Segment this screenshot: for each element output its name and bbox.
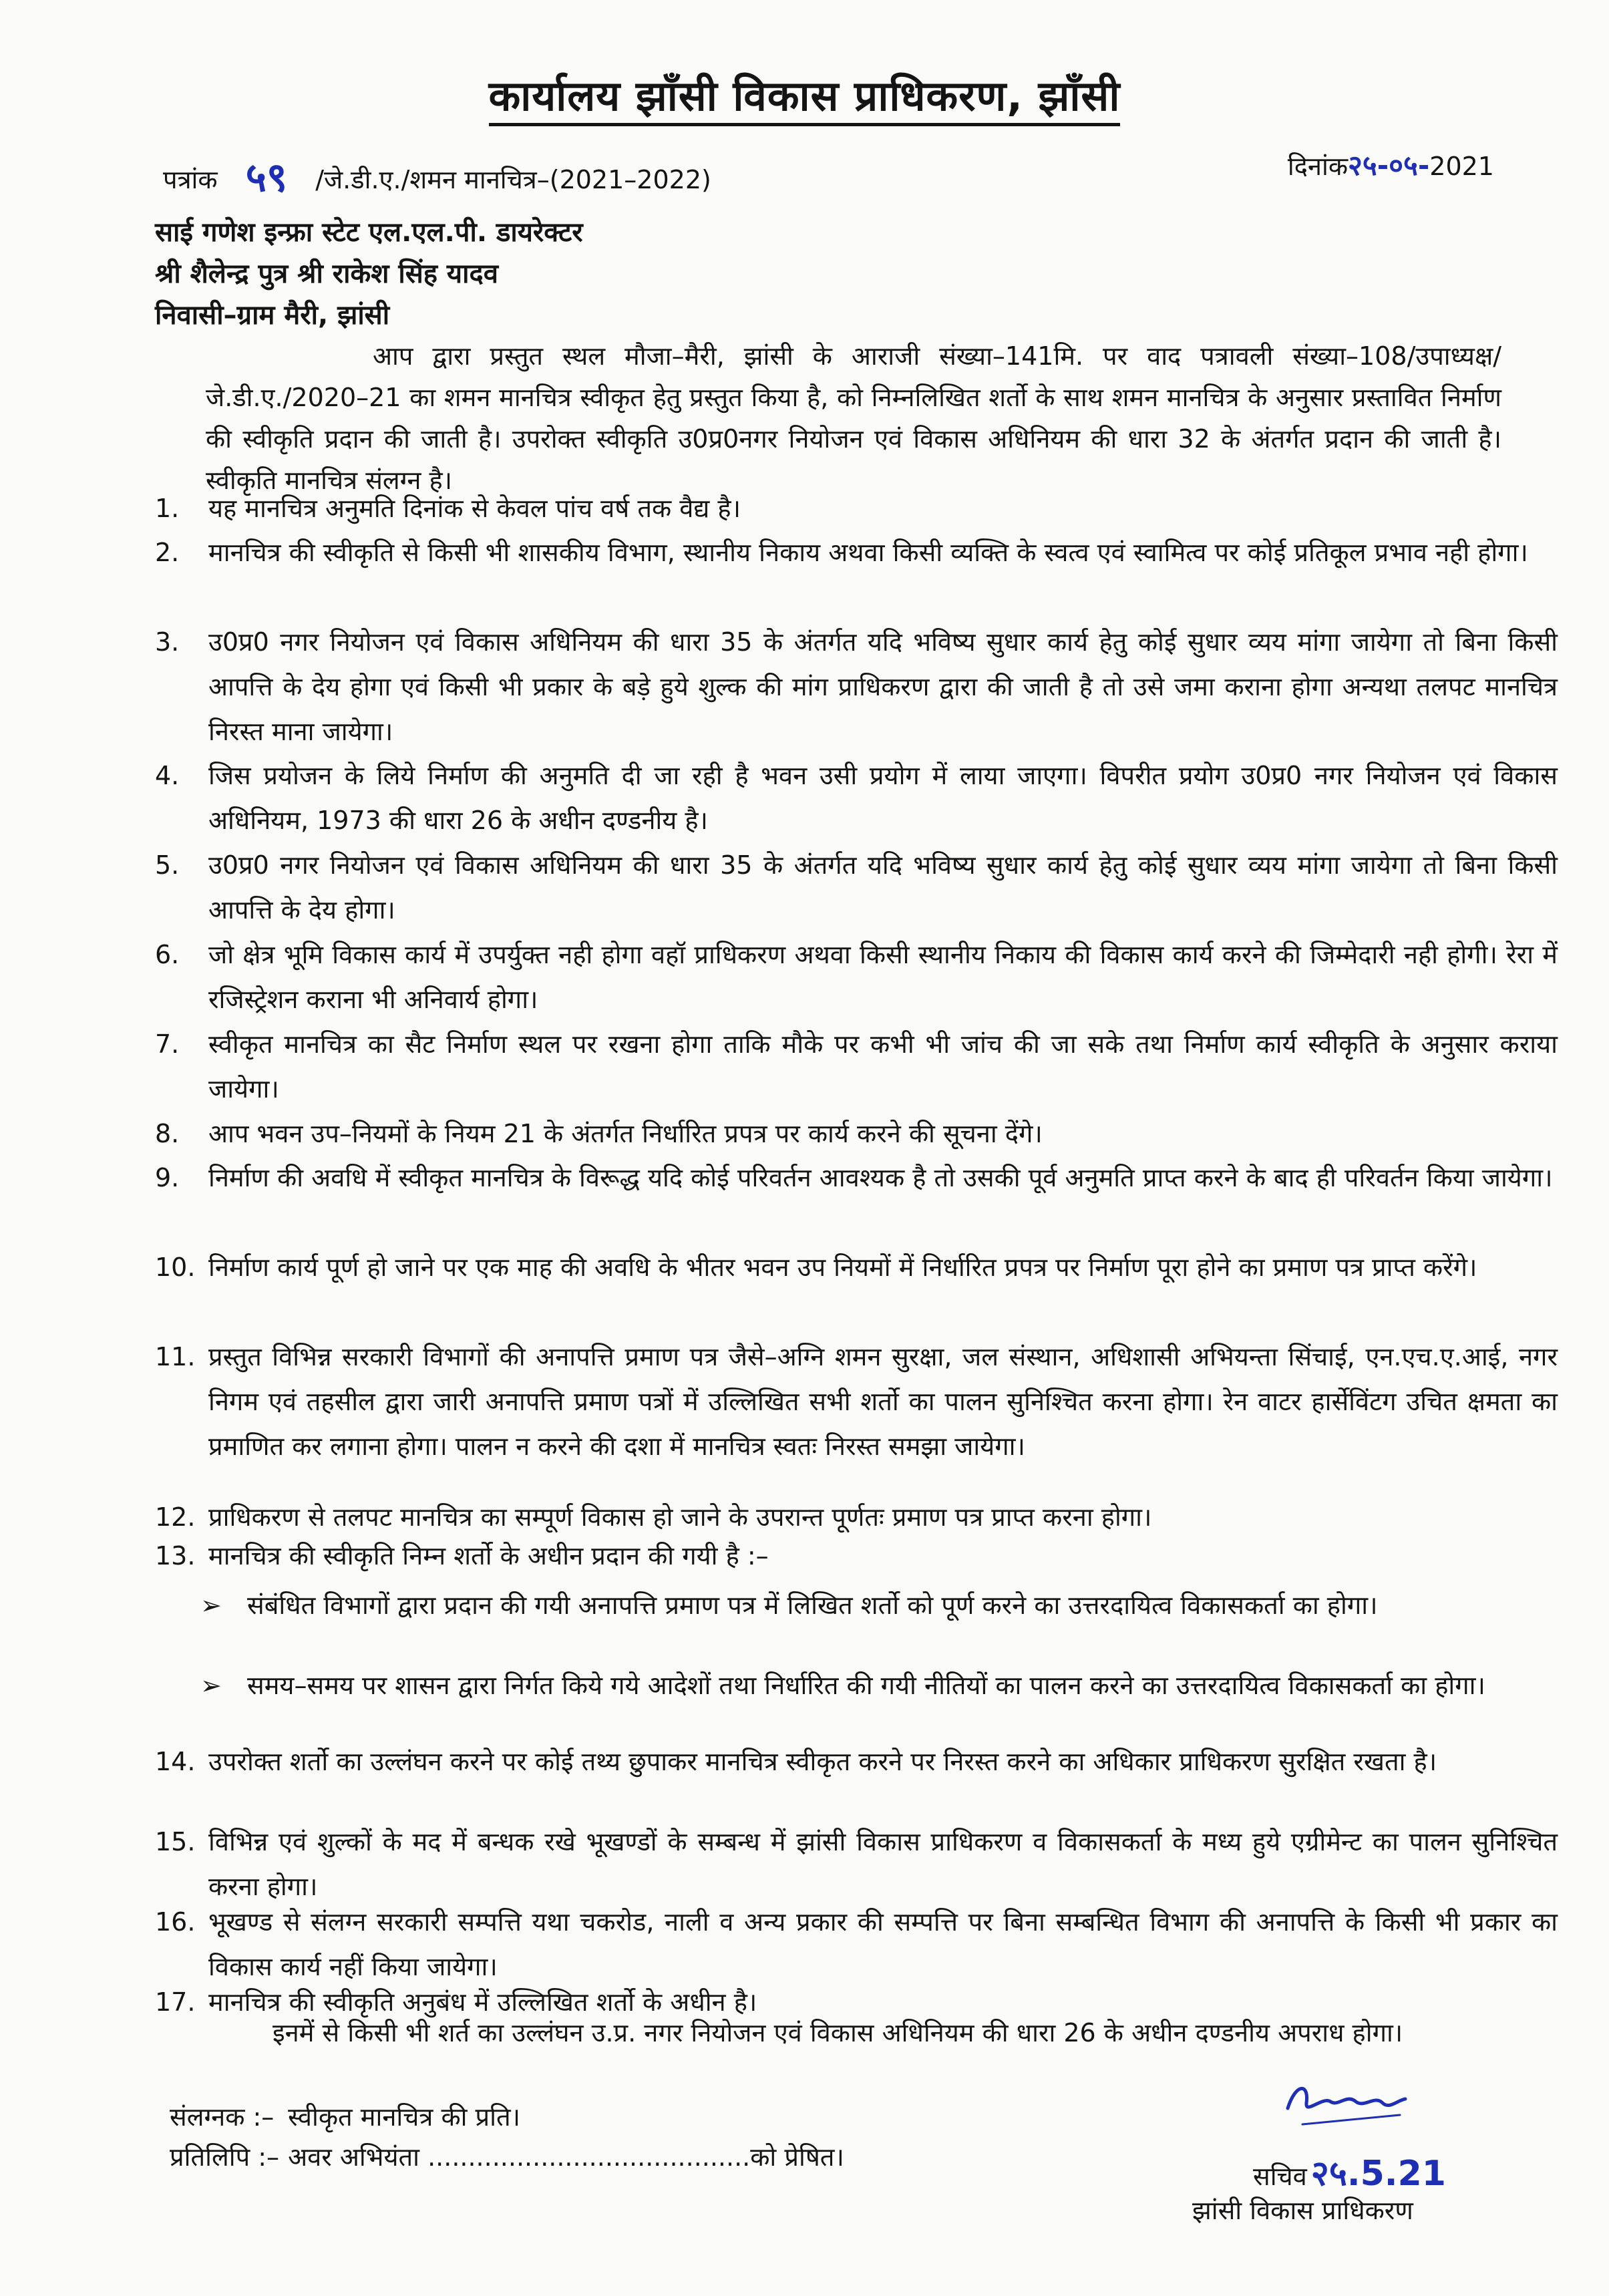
subcondition-text: संबंधित विभागों द्वारा प्रदान की गयी अनापत्ति प्रमाण पत्र में लिखित शर्तो को पूर्ण करने का उत्तरदायित्व विकासकर्ता का होगा।	[247, 1591, 1378, 1620]
copy-line	[170, 2139, 844, 2174]
condition-text: मानचित्र की स्वीकृति निम्न शर्तो के अधीन प्रदान की गयी है :–	[208, 1541, 769, 1571]
condition-number: 17.	[155, 1987, 196, 2017]
ref-number-handwritten: ५९	[245, 154, 288, 201]
condition-text: मानचित्र की स्वीकृति अनुबंध में उल्लिखित शर्तो के अधीन है।	[208, 1987, 757, 2017]
date-year: 2021	[1429, 152, 1494, 181]
closing-paragraph: इनमें से किसी भी शर्त का उल्लंघन उ.प्र. नगर नियोजन एवं विकास अधिनियम की धारा 26 के अधीन दण्डनीय अपराध होगा।	[273, 2018, 1403, 2047]
enclosure-line	[170, 2099, 520, 2134]
signatory-designation	[1253, 2148, 1446, 2196]
condition-text: जिस प्रयोजन के लिये निर्माण की अनुमति दी जा रही है भवन उसी प्रयोग में लाया जाएगा। विपरीत प्रयोग उ0प्र0 नगर नियोजन एवं विकास अधिनियम, 1973 की धारा 26 के अधीन दण्डनीय है।	[208, 761, 1558, 835]
office-title-text: कार्यालय झाँसी विकास प्राधिकरण, झाँसी	[489, 71, 1121, 126]
signatory-office: झांसी विकास प्राधिकरण	[1192, 2196, 1413, 2225]
condition-number: 6.	[155, 940, 180, 969]
condition-text: जो क्षेत्र भूमि विकास कार्य में उपर्युक्त नही होगा वहॉ प्राधिकरण अथवा किसी स्थानीय निकाय की विकास कार्य करने की जिम्मेदारी नही होगी। रेरा में रजिस्ट्रेशन कराना भी अनिवार्य होगा।	[208, 940, 1558, 1014]
signature-scrawl-icon	[1282, 2076, 1409, 2130]
condition-text: निर्माण की अवधि में स्वीकृत मानचित्र के विरूद्ध यदि कोई परिवर्तन आवश्यक है तो उसकी पूर्व अनुमति प्राप्त करने के बाद ही परिवर्तन किया जायेगा।	[208, 1163, 1553, 1192]
condition-number: 15.	[155, 1827, 196, 1856]
condition-text: उपरोक्त शर्तो का उल्लंघन करने पर कोई तथ्य छुपाकर मानचित्र स्वीकृत करने पर निरस्त करने का अधिकार प्राधिकरण सुरक्षित रखता है।	[208, 1747, 1437, 1776]
office-title	[0, 67, 1609, 123]
condition-number: 7.	[155, 1029, 180, 1059]
condition-number: 2.	[155, 538, 180, 567]
signature-date-handwritten: २५.5.21	[1310, 2154, 1446, 2194]
condition-number: 11.	[155, 1342, 196, 1371]
condition-text: प्रस्तुत विभिन्न सरकारी विभागों की अनापत्ति प्रमाण पत्र जैसे–अग्नि शमन सुरक्षा, जल संस्थान, अधिशासी अभियन्ता सिंचाई, एन.एच.ए.आई, नगर निगम एवं तहसील द्वारा जारी अनापत्ति प्रमाण पत्रों में उल्लिखित सभी शर्तो का पालन सुनिश्चित करना होगा। रेन वाटर हार्सेविंटग उचित क्षमता का प्रमाणित कर लगाना होगा। पालन न करने की दशा में मानचित्र स्वतः निरस्त समझा जायेगा।	[208, 1342, 1558, 1461]
condition-text: भूखण्ड से संलग्न सरकारी सम्पत्ति यथा चकरोड, नाली व अन्य प्रकार की सम्पत्ति पर बिना सम्बन्धित विभाग की अनापत्ति के किसी भी प्रकार का विकास कार्य नहीं किया जायेगा।	[208, 1907, 1558, 1981]
condition-number: 16.	[155, 1907, 196, 1937]
condition-text: आप भवन उप–नियमों के नियम 21 के अंतर्गत निर्धारित प्रपत्र पर कार्य करने की सूचना देंगे।	[208, 1119, 1043, 1148]
condition-text: प्राधिकरण से तलपट मानचित्र का सम्पूर्ण विकास हो जाने के उपरान्त पूर्णतः प्रमाण पत्र प्राप्त करना होगा।	[208, 1502, 1152, 1532]
arrow-bullet-icon: ➢	[200, 1671, 222, 1700]
condition-number: 9.	[155, 1163, 180, 1192]
reference-line	[163, 146, 711, 200]
date-line	[1288, 146, 1494, 184]
date-label: दिनांक	[1287, 152, 1349, 181]
condition-number: 12.	[155, 1502, 196, 1532]
condition-text: निर्माण कार्य पूर्ण हो जाने पर एक माह की अवधि के भीतर भवन उप नियमों में निर्धारित प्रपत्र पर निर्माण पूरा होने का प्रमाण पत्र प्राप्त करेंगे।	[208, 1253, 1477, 1282]
designation-text: सचिव	[1253, 2162, 1307, 2191]
condition-text: विभिन्न एवं शुल्कों के मद में बन्धक रखे भूखण्डों के सम्बन्ध में झांसी विकास प्राधिकरण व विकासकर्ता के मध्य हुये एग्रीमेन्ट का पालन सुनिश्चित करना होगा।	[208, 1827, 1558, 1901]
date-handwritten: २५-०५-	[1348, 149, 1430, 182]
condition-number: 5.	[155, 850, 180, 880]
enclosure-text: स्वीकृत मानचित्र की प्रति।	[288, 2102, 521, 2132]
condition-text: उ0प्र0 नगर नियोजन एवं विकास अधिनियम की धारा 35 के अंतर्गत यदि भविष्य सुधार कार्य हेतु कोई सुधार व्यय मांगा जायेगा तो बिना किसी आपत्ति के देय होगा एवं किसी भी प्रकार के बड़े हुये शुल्क की मांग प्राधिकरण द्वारा की जाती है तो उसे जमा कराना होगा अन्यथा तलपट मानचित्र निरस्त माना जायेगा।	[208, 627, 1558, 746]
condition-text: यह मानचित्र अनुमति दिनांक से केवल पांच वर्ष तक वैद्य है।	[208, 494, 741, 523]
intro-paragraph: आप द्वारा प्रस्तुत स्थल मौजा–मैरी, झांसी के आराजी संख्या–141मि. पर वाद पत्रावली संख्या–108/उपाध्यक्ष/जे.डी.ए./2020–21 का शमन मानचित्र स्वीकृत हेतु प्रस्तुत किया है, को निम्नलिखित शर्तो के साथ शमन मानचित्र के अनुसार प्रस्तावित निर्माण की स्वीकृति प्रदान की जाती है। उपरोक्त स्वीकृति उ0प्र0नगर नियोजन एवं विकास अधिनियम की धारा 32 के अंतर्गत प्रदान की जाती है। स्वीकृति मानचित्र संलग्न है।	[206, 341, 1502, 495]
condition-number: 13.	[155, 1541, 196, 1571]
condition-number: 1.	[155, 494, 180, 523]
copy-label: प्रतिलिपि :–	[170, 2142, 280, 2172]
addressee-line-2: श्री शैलेन्द्र पुत्र श्री राकेश सिंह यादव	[155, 259, 498, 289]
arrow-bullet-icon: ➢	[200, 1591, 222, 1620]
condition-number: 10.	[155, 1253, 196, 1282]
copy-text: अवर अभियंता ........................................को प्रेषित।	[288, 2142, 844, 2172]
condition-number: 14.	[155, 1747, 196, 1776]
enclosure-label: संलग्नक :–	[170, 2102, 275, 2132]
condition-text: उ0प्र0 नगर नियोजन एवं विकास अधिनियम की धारा 35 के अंतर्गत यदि भविष्य सुधार कार्य हेतु कोई सुधार व्यय मांगा जायेगा तो बिना किसी आपत्ति के देय होगा।	[208, 850, 1558, 925]
condition-number: 8.	[155, 1119, 180, 1148]
subcondition-text: समय–समय पर शासन द्वारा निर्गत किये गये आदेशों तथा निर्धारित की गयी नीतियों का पालन करने का उत्तरदायित्व विकासकर्ता का होगा।	[247, 1671, 1485, 1700]
condition-text: स्वीकृत मानचित्र का सैट निर्माण स्थल पर रखना होगा ताकि मौके पर कभी भी जांच की जा सके तथा निर्माण कार्य स्वीकृति के अनुसार कराया जायेगा।	[208, 1029, 1558, 1104]
condition-number: 4.	[155, 761, 180, 790]
condition-text: मानचित्र की स्वीकृति से किसी भी शासकीय विभाग, स्थानीय निकाय अथवा किसी व्यक्ति के स्वत्व एवं स्वामित्व पर कोई प्रतिकूल प्रभाव नही होगा।	[208, 538, 1528, 567]
addressee-line-3: निवासी–ग्राम मैरी, झांसी	[155, 300, 390, 331]
addressee-line-1: साई गणेश इन्फ्रा स्टेट एल.एल.पी. डायरेक्टर	[155, 217, 583, 248]
ref-label: पत्रांक	[163, 165, 218, 194]
condition-number: 3.	[155, 627, 180, 657]
ref-suffix: /जे.डी.ए./शमन मानचित्र–(2021–2022)	[315, 165, 711, 194]
